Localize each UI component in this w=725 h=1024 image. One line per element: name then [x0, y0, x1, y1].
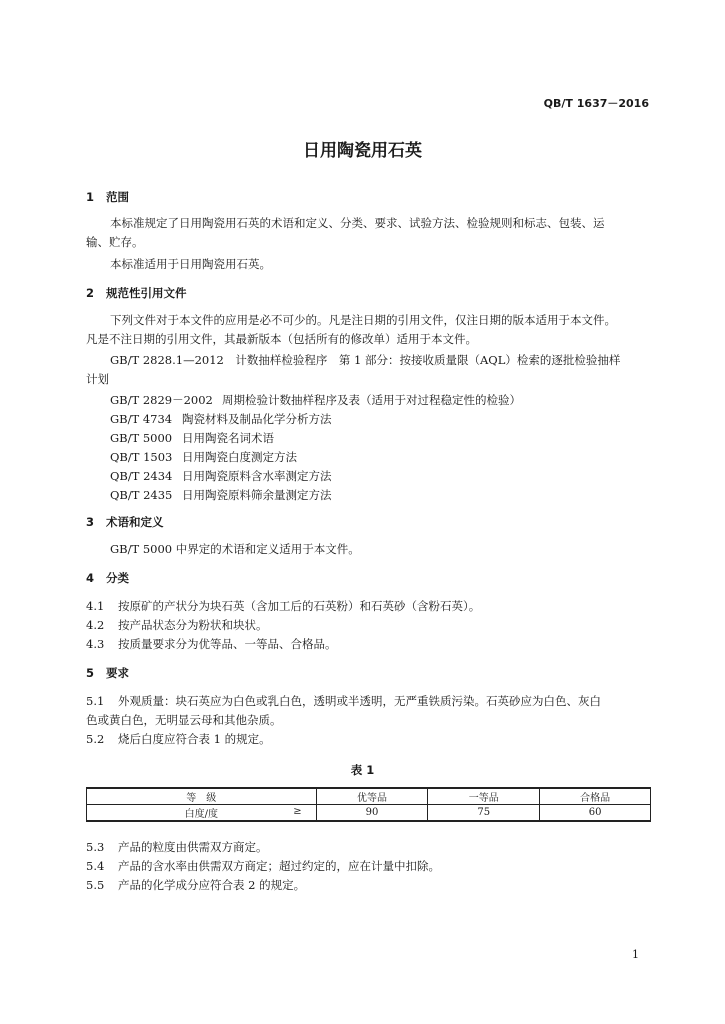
- clause-text: 按原矿的产状分为块石英（含加工后的石英粉）和石英砂（含粉石英）。: [118, 599, 481, 613]
- table-cell: 60: [540, 805, 651, 822]
- table-header-cell: 合格品: [540, 788, 651, 805]
- section-title: 分类: [106, 571, 129, 585]
- reference-entry: GB/T 2828.1—2012 计数抽样检验程序 第 1 部分：按接收质量限（AQL）检索的逐批检验抽样: [110, 353, 621, 367]
- section-number: 4: [86, 571, 95, 585]
- section-number: 1: [86, 190, 95, 204]
- reference-code: GB/T 2829－2002: [110, 393, 213, 407]
- table-header-row: [87, 788, 651, 805]
- table-header-cell: 一等品: [428, 788, 540, 805]
- reference-code: QB/T 2434: [110, 469, 173, 483]
- table-row: [87, 805, 651, 822]
- reference-entry: [110, 411, 332, 427]
- clause-text: 产品的含水率由供需双方商定；超过约定的，应在计量中扣除。: [118, 859, 440, 873]
- standard-number: QB/T 1637－2016: [543, 97, 649, 110]
- paragraph: 输、贮存。: [86, 235, 144, 249]
- reference-code: GB/T 5000: [110, 431, 173, 445]
- section-3-heading: [86, 514, 164, 530]
- clause-text: 外观质量：块石英应为白色或乳白色，透明或半透明，无严重铁质污染。石英砂应为白色、灰白: [118, 694, 601, 708]
- paragraph: 下列文件对于本文件的应用是必不可少的。凡是注日期的引用文件，仅注日期的版本适用于本文件。: [110, 313, 616, 327]
- table-caption: 表 1: [350, 763, 375, 777]
- reference-title: 日用陶瓷原料含水率测定方法: [182, 469, 332, 483]
- reference-code: QB/T 2435: [110, 488, 173, 502]
- section-2-heading: [86, 285, 187, 301]
- section-number: 3: [86, 515, 95, 529]
- section-title: 范围: [106, 190, 129, 204]
- paragraph: 本标准适用于日用陶瓷用石英。: [110, 257, 271, 271]
- clause-text: 烧后白度应符合表 1 的规定。: [118, 732, 271, 746]
- paragraph: GB/T 5000 中界定的术语和定义适用于本文件。: [110, 542, 360, 556]
- table-cell: 75: [428, 805, 540, 822]
- reference-entry: [110, 468, 332, 484]
- reference-title: 日用陶瓷名词术语: [182, 431, 274, 445]
- reference-code: GB/T 4734: [110, 412, 173, 426]
- reference-entry-continued: 计划: [86, 372, 109, 386]
- operator-symbol: ≥: [293, 806, 302, 817]
- clause-number: 4.2: [86, 618, 105, 632]
- reference-title: 周期检验计数抽样程序及表（适用于对过程稳定性的检验）: [222, 393, 521, 407]
- clause-number: 5.5: [86, 878, 105, 892]
- reference-code: QB/T 1503: [110, 450, 173, 464]
- document-title: 日用陶瓷用石英: [303, 141, 422, 161]
- paragraph: 本标准规定了日用陶瓷用石英的术语和定义、分类、要求、试验方法、检验规则和标志、包装、运: [110, 216, 605, 230]
- section-4-heading: [86, 570, 129, 586]
- paragraph: 凡是不注日期的引用文件，其最新版本（包括所有的修改单）适用于本文件。: [86, 332, 477, 346]
- clause-continued: 色或黄白色，无明显云母和其他杂质。: [86, 713, 282, 727]
- clause-number: 5.4: [86, 859, 105, 873]
- clause: [86, 731, 271, 747]
- page-number: 1: [632, 948, 639, 961]
- reference-entry: [110, 392, 521, 408]
- section-title: 术语和定义: [106, 515, 164, 529]
- reference-title: 日用陶瓷白度测定方法: [182, 450, 297, 464]
- clause-text: 产品的粒度由供需双方商定。: [118, 840, 268, 854]
- clause: [86, 839, 268, 855]
- reference-entry: [110, 487, 332, 503]
- clause: [86, 598, 480, 614]
- table-header-cell: 优等品: [316, 788, 428, 805]
- clause: [86, 877, 305, 893]
- reference-title: 陶瓷材料及制品化学分析方法: [182, 412, 332, 426]
- clause-number: 5.1: [86, 694, 105, 708]
- clause-number: 4.1: [86, 599, 105, 613]
- table-cell: 90: [316, 805, 428, 822]
- clause-number: 5.3: [86, 840, 105, 854]
- section-title: 规范性引用文件: [106, 286, 187, 300]
- row-label: 白度/度: [184, 809, 218, 820]
- section-number: 2: [86, 286, 95, 300]
- reference-entry: [110, 449, 297, 465]
- clause: [86, 858, 440, 874]
- reference-entry: [110, 430, 274, 446]
- reference-title: 日用陶瓷原料筛余量测定方法: [182, 488, 332, 502]
- clause: [86, 693, 601, 709]
- clause-text: 按产品状态分为粉状和块状。: [118, 618, 268, 632]
- clause: [86, 617, 268, 633]
- clause-number: 5.2: [86, 732, 105, 746]
- clause-number: 4.3: [86, 637, 105, 651]
- clause-text: 产品的化学成分应符合表 2 的规定。: [118, 878, 306, 892]
- section-1-heading: [86, 189, 129, 205]
- section-5-heading: [86, 665, 129, 681]
- section-number: 5: [86, 666, 95, 680]
- table-cell: [87, 805, 317, 822]
- whiteness-table: [86, 787, 651, 822]
- clause-text: 按质量要求分为优等品、一等品、合格品。: [118, 637, 337, 651]
- table-header-cell: 等 级: [87, 788, 317, 805]
- section-title: 要求: [106, 666, 129, 680]
- clause: [86, 636, 337, 652]
